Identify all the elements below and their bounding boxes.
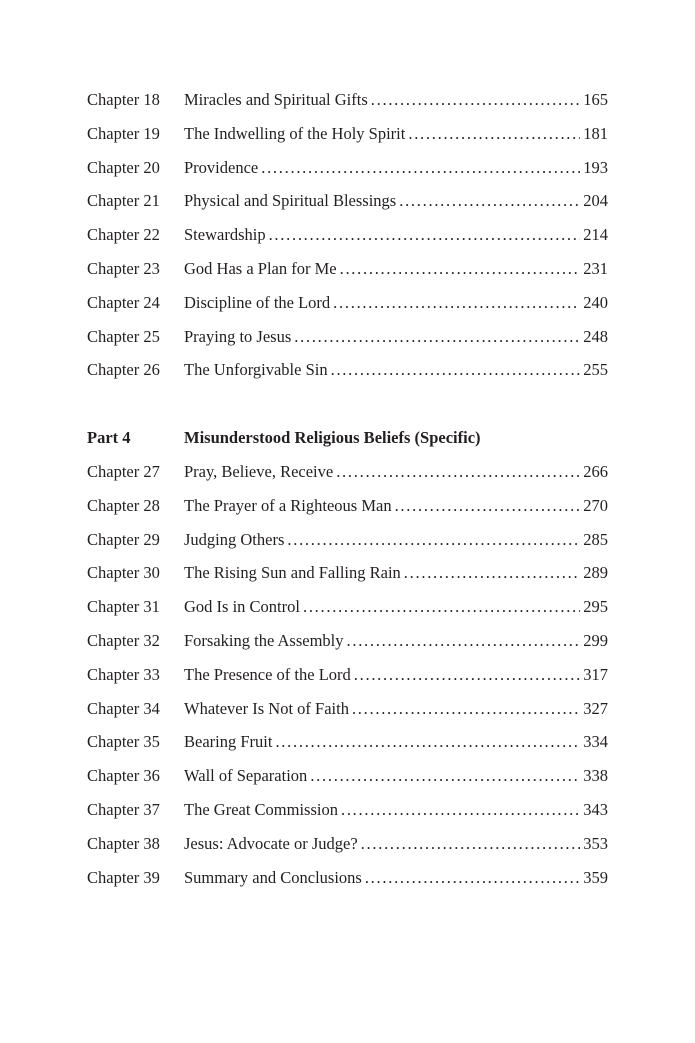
chapter-title: The Indwelling of the Holy Spirit — [184, 123, 406, 143]
toc-entry — [87, 353, 608, 387]
chapter-title: Judging Others — [184, 529, 285, 549]
toc-entry — [87, 793, 608, 827]
chapter-label: Chapter 26 — [87, 360, 160, 380]
dot-leader — [408, 117, 580, 151]
dot-leader — [269, 218, 581, 252]
dot-leader — [310, 759, 580, 793]
chapter-label: Chapter 34 — [87, 698, 160, 718]
toc-entry — [87, 624, 608, 658]
section-gap — [87, 387, 608, 421]
toc-entry — [87, 320, 608, 354]
dot-leader — [399, 184, 580, 218]
chapter-title: The Rising Sun and Falling Rain — [184, 563, 401, 583]
chapter-title-line — [184, 353, 608, 387]
chapter-label: Chapter 22 — [87, 225, 160, 245]
chapter-label: Chapter 35 — [87, 732, 160, 752]
toc-entry — [87, 252, 608, 286]
part-label: Part 4 — [87, 428, 131, 448]
chapter-title-line — [184, 455, 608, 489]
chapter-title-line — [184, 286, 608, 320]
chapter-label: Chapter 29 — [87, 529, 160, 549]
chapter-title: The Unforgivable Sin — [184, 360, 328, 380]
chapter-title: The Great Commission — [184, 799, 338, 819]
chapter-label: Chapter 25 — [87, 326, 160, 346]
toc-entry — [87, 861, 608, 895]
chapter-label: Chapter 19 — [87, 123, 160, 143]
toc-entry — [87, 151, 608, 185]
chapter-label: Chapter 20 — [87, 157, 160, 177]
chapter-title-line — [184, 658, 608, 692]
chapter-title-line — [184, 827, 608, 861]
dot-leader — [361, 827, 581, 861]
dot-leader — [347, 624, 581, 658]
dot-leader — [294, 320, 580, 354]
toc-entry — [87, 117, 608, 151]
page-number: 359 — [583, 867, 608, 887]
dot-leader — [303, 590, 580, 624]
chapter-label: Chapter 24 — [87, 292, 160, 312]
page-number: 240 — [583, 292, 608, 312]
toc-entry — [87, 286, 608, 320]
dot-leader — [365, 861, 580, 895]
chapter-title: Wall of Separation — [184, 766, 308, 786]
dot-leader — [331, 353, 581, 387]
chapter-title: Whatever Is Not of Faith — [184, 698, 349, 718]
chapter-title-line — [184, 184, 608, 218]
chapter-label: Chapter 38 — [87, 833, 160, 853]
chapter-label: Chapter 28 — [87, 495, 160, 515]
dot-leader — [352, 692, 580, 726]
page-number: 231 — [583, 258, 608, 278]
chapter-title: Praying to Jesus — [184, 326, 292, 346]
dot-leader — [371, 83, 580, 117]
page-number: 299 — [583, 630, 608, 650]
dot-leader — [261, 151, 580, 185]
page-number: 255 — [583, 360, 608, 380]
page-number: 338 — [583, 766, 608, 786]
page-number: 285 — [583, 529, 608, 549]
toc-entry — [87, 184, 608, 218]
chapter-title: Forsaking the Assembly — [184, 630, 344, 650]
chapter-title-line — [184, 590, 608, 624]
page-number: 266 — [583, 461, 608, 481]
chapter-title-line — [184, 861, 608, 895]
chapter-title-line — [184, 151, 608, 185]
dot-leader — [287, 523, 580, 557]
part-heading — [87, 421, 608, 455]
chapter-title: Discipline of the Lord — [184, 292, 331, 312]
chapter-label: Chapter 39 — [87, 867, 160, 887]
toc-entry — [87, 658, 608, 692]
chapter-title-line — [184, 692, 608, 726]
page-number: 343 — [583, 799, 608, 819]
dot-leader — [333, 286, 580, 320]
dot-leader — [404, 556, 580, 590]
chapter-label: Chapter 37 — [87, 799, 160, 819]
page-number: 248 — [583, 326, 608, 346]
chapter-title: Physical and Spiritual Blessings — [184, 191, 397, 211]
chapter-title: Providence — [184, 157, 259, 177]
dot-leader — [341, 793, 580, 827]
chapter-title: The Prayer of a Righteous Man — [184, 495, 392, 515]
toc-entry — [87, 759, 608, 793]
dot-leader — [336, 455, 580, 489]
chapter-title-line — [184, 218, 608, 252]
page-number: 334 — [583, 732, 608, 752]
page-number: 204 — [583, 191, 608, 211]
page-number: 165 — [583, 90, 608, 109]
toc-entry — [87, 590, 608, 624]
chapter-title-line — [184, 117, 608, 151]
toc-entry — [87, 556, 608, 590]
chapter-title: The Presence of the Lord — [184, 664, 351, 684]
chapter-label: Chapter 32 — [87, 630, 160, 650]
toc-entry — [87, 692, 608, 726]
page-number: 214 — [583, 225, 608, 245]
dot-leader — [275, 725, 580, 759]
toc-section-part-3-continued — [87, 83, 608, 387]
chapter-title-line — [184, 624, 608, 658]
chapter-title-line — [184, 320, 608, 354]
dot-leader — [354, 658, 580, 692]
dot-leader — [395, 489, 581, 523]
toc-entry — [87, 827, 608, 861]
chapter-title: Bearing Fruit — [184, 732, 273, 752]
part-title: Misunderstood Religious Beliefs (Specific) — [184, 428, 481, 448]
chapter-title-line — [184, 83, 608, 117]
chapter-title: God Is in Control — [184, 597, 300, 617]
chapter-title-line — [184, 523, 608, 557]
page-number: 289 — [583, 563, 608, 583]
table-of-contents — [87, 83, 608, 894]
page-number: 270 — [583, 495, 608, 515]
chapter-label: Chapter 18 — [87, 90, 160, 109]
toc-entry — [87, 725, 608, 759]
chapter-label: Chapter 23 — [87, 258, 160, 278]
chapter-label: Chapter 21 — [87, 191, 160, 211]
chapter-title: Pray, Believe, Receive — [184, 461, 334, 481]
toc-section-part-4 — [87, 455, 608, 894]
toc-entry — [87, 83, 608, 117]
page-number: 353 — [583, 833, 608, 853]
chapter-label: Chapter 33 — [87, 664, 160, 684]
toc-entry — [87, 523, 608, 557]
chapter-label: Chapter 36 — [87, 766, 160, 786]
chapter-title: Miracles and Spiritual Gifts — [184, 90, 368, 109]
chapter-title-line — [184, 252, 608, 286]
page-number: 317 — [583, 664, 608, 684]
chapter-title: Stewardship — [184, 225, 266, 245]
chapter-title: Jesus: Advocate or Judge? — [184, 833, 358, 853]
chapter-title-line — [184, 793, 608, 827]
chapter-label: Chapter 31 — [87, 597, 160, 617]
toc-entry — [87, 489, 608, 523]
chapter-title-line — [184, 725, 608, 759]
page-number: 327 — [583, 698, 608, 718]
chapter-title-line — [184, 759, 608, 793]
toc-entry — [87, 218, 608, 252]
toc-entry — [87, 455, 608, 489]
page-number: 181 — [583, 123, 608, 143]
chapter-label: Chapter 30 — [87, 563, 160, 583]
chapter-title: God Has a Plan for Me — [184, 258, 337, 278]
page-number: 193 — [583, 157, 608, 177]
chapter-title: Summary and Conclusions — [184, 867, 362, 887]
page-number: 295 — [583, 597, 608, 617]
dot-leader — [340, 252, 581, 286]
chapter-label: Chapter 27 — [87, 461, 160, 481]
chapter-title-line — [184, 489, 608, 523]
chapter-title-line — [184, 556, 608, 590]
